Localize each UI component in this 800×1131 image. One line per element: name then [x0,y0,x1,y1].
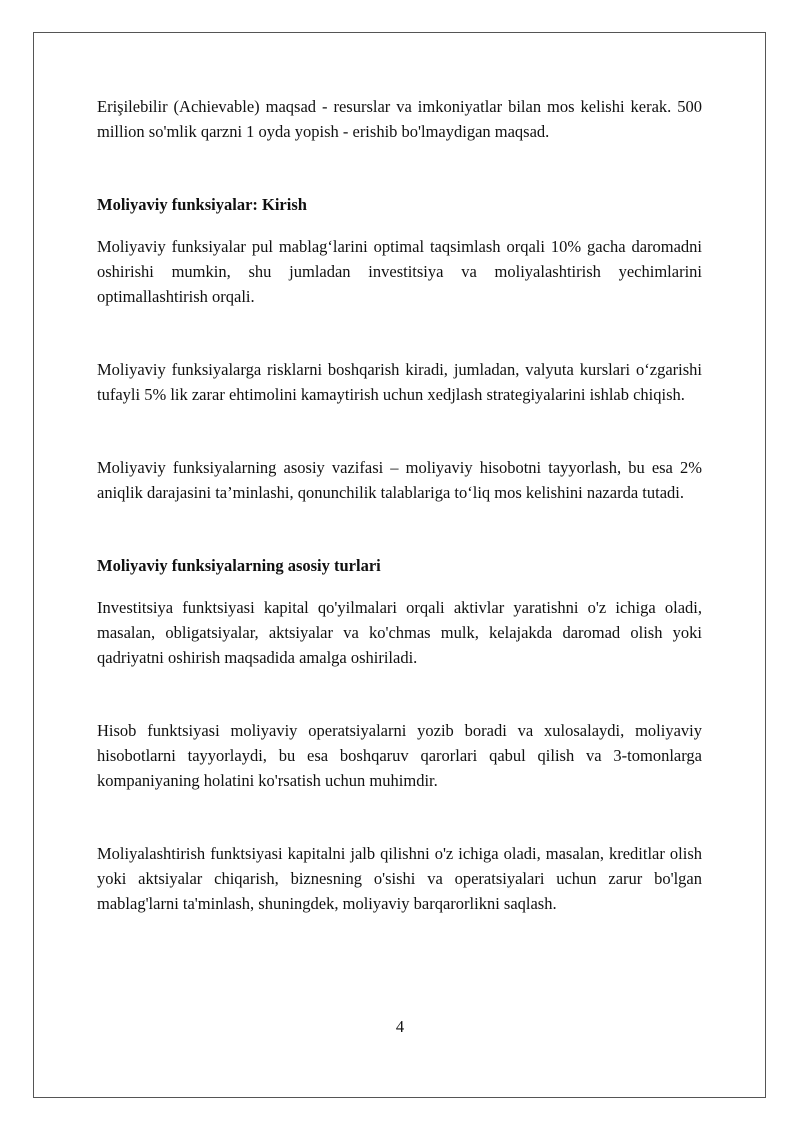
paragraph-achievable: Erişilebilir (Achievable) maqsad - resurslar va imkoniyatlar bilan mos kelishi kerak. 500 million so'mlik qarzni 1 oyda yopish - erishib bo'lmaydigan maqsad. [97,97,702,141]
heading-intro: Moliyaviy funksiyalar: Kirish [97,195,307,214]
paragraph-intro-1: Moliyaviy funksiyalar pul mablag‘larini optimal taqsimlash orqali 10% gacha daromadni oshirishi mumkin, shu jumladan investitsiya va moliyalashtirish yechimlarini optimallashtirish orqali. [97,237,702,306]
page-content [97,94,702,916]
paragraph-intro-3: Moliyaviy funksiyalarning asosiy vazifasi – moliyaviy hisobotni tayyorlash, bu esa 2% aniqlik darajasini ta’minlashi, qonunchilik talablariga to‘liq mos kelishini nazarda tutadi. [97,458,702,502]
heading-types: Moliyaviy funksiyalarning asosiy turlari [97,556,381,575]
paragraph-accounting: Hisob funktsiyasi moliyaviy operatsiyalarni yozib boradi va xulosalaydi, moliyaviy hisobotlarni tayyorlaydi, bu esa boshqaruv qarorlari qabul qilish va 3-tomonlarga kompaniyaning holatini ko'rsatish uchun muhimdir. [97,721,702,790]
page-number: 4 [395,1017,405,1036]
paragraph-financing: Moliyalashtirish funktsiyasi kapitalni jalb qilishni o'z ichiga oladi, masalan, kreditlar olish yoki aktsiyalar chiqarish, biznesning o'sishi va operatsiyalari uchun zarur bo'lgan mablag'larni ta'minlash, shuningdek, moliyaviy barqarorlikni saqlash. [97,844,702,913]
paragraph-investment: Investitsiya funktsiyasi kapital qo'yilmalari orqali aktivlar yaratishni o'z ichiga oladi, masalan, obligatsiyalar, aktsiyalar va ko'chmas mulk, kelajakda daromad olish yoki qadriyatni oshirish maqsadida amalga oshiriladi. [97,598,702,667]
paragraph-intro-2: Moliyaviy funksiyalarga risklarni boshqarish kiradi, jumladan, valyuta kurslari o‘zgarishi tufayli 5% lik zarar ehtimolini kamaytirish uchun xedjlash strategiyalarini ishlab chiqish. [97,360,702,404]
